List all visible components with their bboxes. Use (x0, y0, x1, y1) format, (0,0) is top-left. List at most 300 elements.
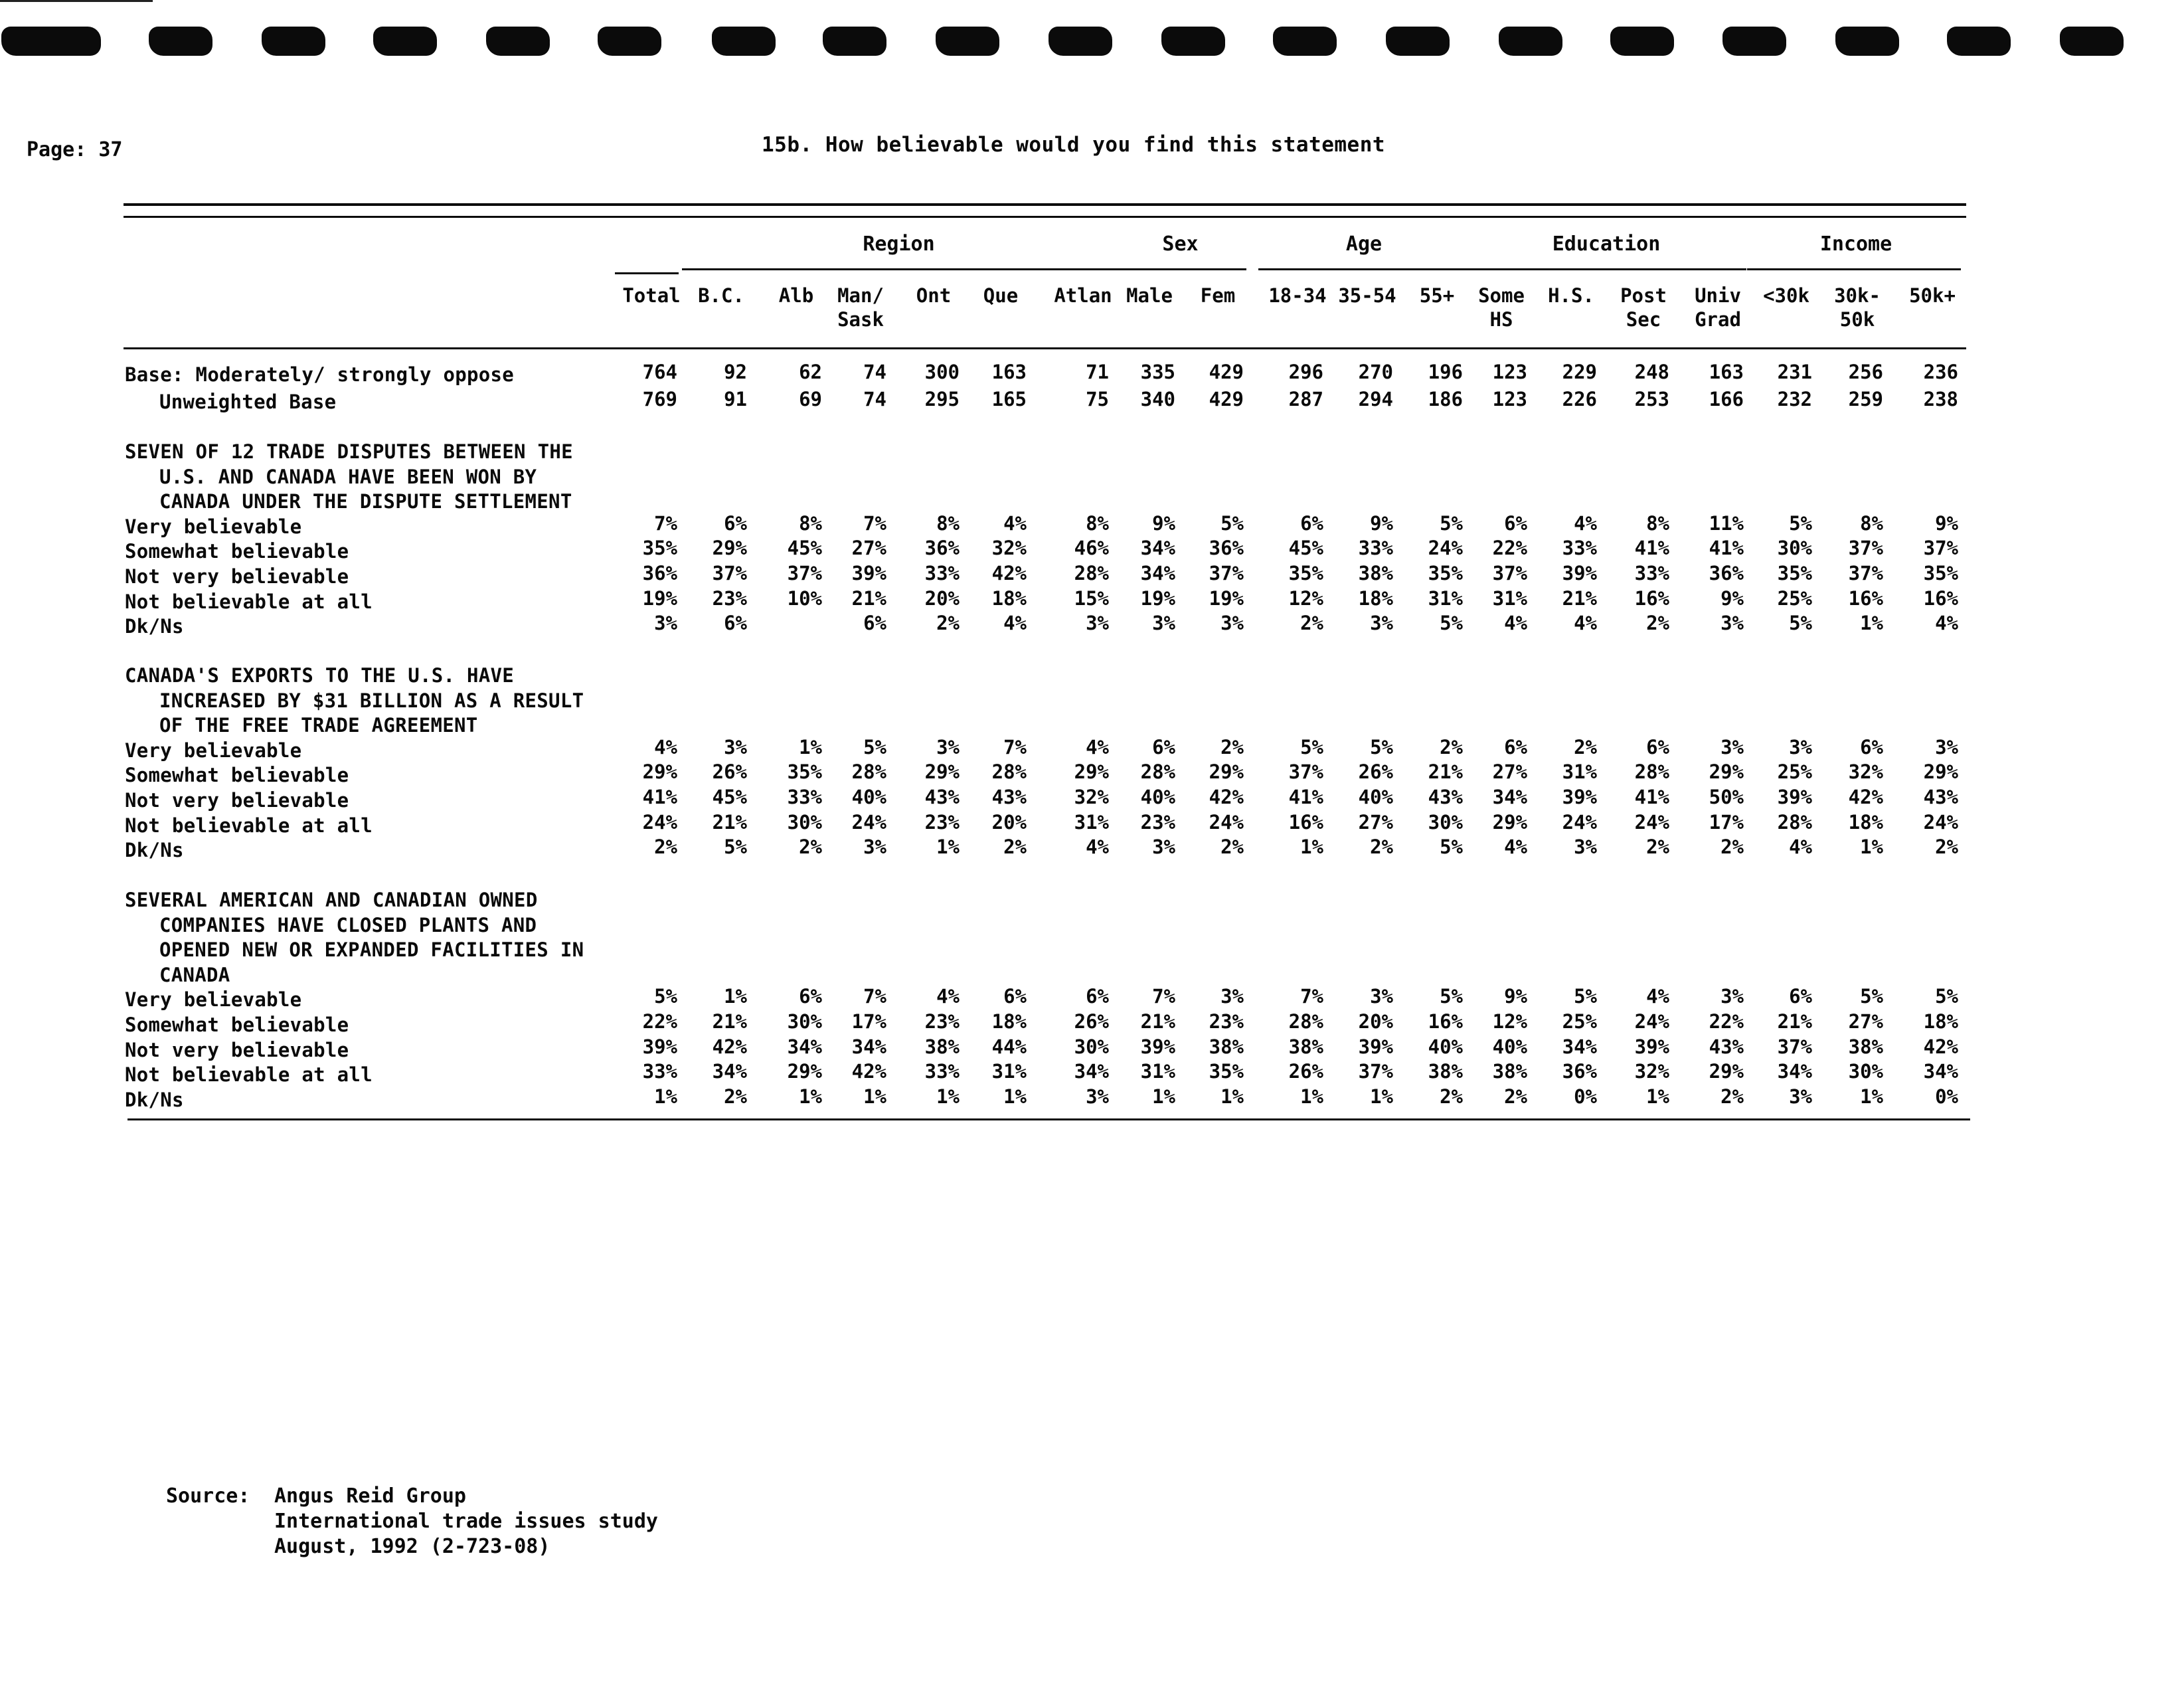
table-cell: 43% (991, 786, 1027, 808)
table-cell: 21% (1562, 586, 1597, 610)
table-cell: 7% (1152, 985, 1175, 1008)
table-cell: 37% (1848, 562, 1883, 584)
table-cell: 34% (851, 1035, 886, 1058)
table-cell: 6% (1300, 511, 1323, 535)
section-heading: CANADA (159, 963, 230, 986)
table-cell: 31% (1428, 586, 1463, 610)
table-cell: 91 (724, 388, 747, 410)
table-cell: 8% (799, 511, 822, 535)
table-cell: 764 (642, 361, 677, 383)
unweighted-base-label: Unweighted Base (159, 391, 337, 413)
row-label: Very believable (125, 739, 302, 762)
table-cell: 6% (863, 612, 886, 635)
feed-hole (598, 27, 661, 56)
table-cell: 1% (1300, 1085, 1323, 1108)
table-cell: 28% (1634, 760, 1669, 784)
table-cell: 21% (712, 1010, 747, 1033)
table-cell: 26% (712, 760, 747, 784)
table-cell: 5% (1440, 985, 1463, 1008)
table-cell: 22% (1709, 1010, 1744, 1033)
table-cell: 40% (851, 786, 886, 808)
table-cell: 28% (851, 760, 886, 784)
table-cell: 11% (1709, 511, 1744, 535)
table-cell: 39% (1140, 1035, 1175, 1058)
table-cell: 40% (1358, 786, 1393, 808)
table-cell: 45% (1288, 537, 1323, 560)
table-cell: 248 (1634, 361, 1669, 383)
table-cell: 33% (1634, 562, 1669, 584)
feed-hole (1386, 27, 1450, 56)
table-cell: 19% (642, 586, 677, 610)
table-cell: 429 (1209, 388, 1244, 410)
table-cell: 6% (1086, 985, 1109, 1008)
table-cell: 5% (1440, 612, 1463, 635)
table-cell: 6% (1003, 985, 1027, 1008)
column-header: Atlan (1054, 284, 1112, 307)
table-cell: 5% (724, 836, 747, 859)
feed-hole (1, 27, 101, 56)
table-cell: 3% (654, 612, 677, 635)
group-underline (1110, 268, 1246, 270)
row-label: Not believable at all (125, 814, 373, 837)
column-header: Male (1126, 284, 1173, 307)
table-cell: 25% (1777, 586, 1812, 610)
column-header: B.C. (698, 284, 744, 307)
table-cell: 38% (1848, 1035, 1883, 1058)
table-cell: 37% (712, 562, 747, 584)
table-cell: 39% (1562, 562, 1597, 584)
table-cell: 3% (1935, 735, 1958, 758)
section-heading: CANADA UNDER THE DISPUTE SETTLEMENT (159, 490, 572, 513)
group-header: Region (863, 232, 935, 256)
table-cell: 2% (1440, 735, 1463, 758)
table-cell: 2% (1300, 612, 1323, 635)
table-cell: 32% (1074, 786, 1109, 808)
table-cell: 24% (851, 810, 886, 834)
column-header: Univ Grad (1695, 284, 1741, 331)
source-label: Source: (166, 1484, 250, 1508)
table-cell: 33% (924, 562, 960, 584)
table-cell: 5% (863, 735, 886, 758)
row-label: Dk/Ns (125, 615, 184, 638)
table-cell: 30% (787, 810, 822, 834)
group-header: Age (1345, 232, 1383, 256)
table-cell: 4% (1086, 836, 1109, 859)
table-cell: 18% (991, 586, 1027, 610)
base-label: Base: Moderately/ strongly oppose (125, 363, 515, 386)
table-cell: 4% (1646, 985, 1669, 1008)
column-header: 50k+ (1909, 284, 1956, 307)
table-cell: 21% (1140, 1010, 1175, 1033)
table-cell: 44% (991, 1035, 1027, 1058)
table-cell: 4% (1003, 511, 1027, 535)
table-cell: 38% (1358, 562, 1393, 584)
table-cell: 1% (799, 1085, 822, 1108)
table-cell: 2% (1440, 1085, 1463, 1108)
column-header: Post Sec (1620, 284, 1667, 331)
table-cell: 7% (1003, 735, 1027, 758)
table-cell: 29% (712, 537, 747, 560)
table-cell: 39% (642, 1035, 677, 1058)
group-underline (1258, 268, 1466, 270)
table-cell: 33% (787, 786, 822, 808)
table-cell: 42% (991, 562, 1027, 584)
table-cell: 29% (1709, 1060, 1744, 1083)
table-cell: 21% (851, 586, 886, 610)
section-heading: INCREASED BY $31 BILLION AS A RESULT (159, 689, 584, 712)
row-label: Not very believable (125, 565, 349, 588)
table-cell: 16% (1634, 586, 1669, 610)
table-cell: 4% (1574, 511, 1597, 535)
section-heading: SEVERAL AMERICAN AND CANADIAN OWNED (125, 889, 538, 911)
feed-hole (1273, 27, 1337, 56)
table-cell: 123 (1492, 361, 1527, 383)
table-cell: 43% (924, 786, 960, 808)
table-cell: 36% (1709, 562, 1744, 584)
table-cell: 123 (1492, 388, 1527, 410)
table-cell: 74 (863, 388, 886, 410)
section-heading: CANADA'S EXPORTS TO THE U.S. HAVE (125, 664, 515, 687)
table-cell: 39% (851, 562, 886, 584)
table-cell: 9% (1504, 985, 1527, 1008)
table-cell: 3% (1086, 612, 1109, 635)
table-cell: 5% (654, 985, 677, 1008)
table-cell: 27% (851, 537, 886, 560)
table-cell: 8% (936, 511, 960, 535)
table-cell: 1% (1370, 1085, 1393, 1108)
table-cell: 38% (924, 1035, 960, 1058)
table-cell: 35% (1209, 1060, 1244, 1083)
table-cell: 30% (1074, 1035, 1109, 1058)
table-cell: 7% (654, 511, 677, 535)
table-cell: 16% (1848, 586, 1883, 610)
table-cell: 43% (1428, 786, 1463, 808)
table-cell: 6% (1504, 735, 1527, 758)
table-cell: 2% (724, 1085, 747, 1108)
table-cell: 31% (1140, 1060, 1175, 1083)
table-cell: 2% (1935, 836, 1958, 859)
feed-hole (712, 27, 776, 56)
table-cell: 1% (1300, 836, 1323, 859)
table-cell: 1% (1003, 1085, 1027, 1108)
table-cell: 3% (1721, 985, 1744, 1008)
table-cell: 3% (1220, 985, 1244, 1008)
row-label: Somewhat believable (125, 1014, 349, 1036)
feed-hole (1161, 27, 1225, 56)
table-cell: 22% (642, 1010, 677, 1033)
table-cell: 34% (1074, 1060, 1109, 1083)
table-cell: 2% (1574, 735, 1597, 758)
table-cell: 6% (799, 985, 822, 1008)
table-cell: 24% (1634, 1010, 1669, 1033)
table-cell: 38% (1428, 1060, 1463, 1083)
table-cell: 4% (654, 735, 677, 758)
table-cell: 19% (1209, 586, 1244, 610)
source-line: August, 1992 (2-723-08) (274, 1535, 550, 1558)
table-cell: 5% (1789, 612, 1812, 635)
table-cell: 23% (924, 810, 960, 834)
table-cell: 42% (1848, 786, 1883, 808)
row-label: Dk/Ns (125, 839, 184, 862)
table-cell: 295 (924, 388, 960, 410)
table-cell: 8% (1860, 511, 1883, 535)
table-cell: 23% (1209, 1010, 1244, 1033)
table-cell: 37% (1777, 1035, 1812, 1058)
table-cell: 300 (924, 361, 960, 383)
table-cell: 35% (1428, 562, 1463, 584)
table-cell: 5% (1220, 511, 1244, 535)
table-cell: 6% (1152, 735, 1175, 758)
header-bottom-rule (124, 347, 1966, 349)
table-cell: 253 (1634, 388, 1669, 410)
table-cell: 29% (1074, 760, 1109, 784)
table-cell: 12% (1492, 1010, 1527, 1033)
feed-hole (1722, 27, 1786, 56)
table-cell: 186 (1428, 388, 1463, 410)
table-cell: 18% (1358, 586, 1393, 610)
table-cell: 4% (1504, 836, 1527, 859)
feed-hole (1835, 27, 1899, 56)
table-cell: 50% (1709, 786, 1744, 808)
table-cell: 5% (1370, 735, 1393, 758)
table-cell: 33% (924, 1060, 960, 1083)
table-cell: 296 (1288, 361, 1323, 383)
table-cell: 38% (1209, 1035, 1244, 1058)
table-cell: 29% (1492, 810, 1527, 834)
table-cell: 3% (1789, 735, 1812, 758)
table-cell: 41% (1288, 786, 1323, 808)
table-cell: 31% (991, 1060, 1027, 1083)
table-cell: 28% (1140, 760, 1175, 784)
table-cell: 20% (924, 586, 960, 610)
table-cell: 37% (1848, 537, 1883, 560)
table-cell: 40% (1492, 1035, 1527, 1058)
table-cell: 31% (1074, 810, 1109, 834)
table-cell: 35% (642, 537, 677, 560)
table-cell: 32% (1634, 1060, 1669, 1083)
table-cell: 26% (1074, 1010, 1109, 1033)
table-cell: 23% (924, 1010, 960, 1033)
table-cell: 25% (1777, 760, 1812, 784)
table-cell: 45% (787, 537, 822, 560)
table-cell: 37% (1358, 1060, 1393, 1083)
table-cell: 21% (712, 810, 747, 834)
table-cell: 1% (1860, 612, 1883, 635)
table-cell: 231 (1777, 361, 1812, 383)
table-cell: 34% (1140, 562, 1175, 584)
table-cell: 5% (1789, 511, 1812, 535)
table-cell: 2% (654, 836, 677, 859)
table-cell: 232 (1777, 388, 1812, 410)
table-cell: 9% (1370, 511, 1393, 535)
column-header: Ont (916, 284, 952, 307)
table-cell: 33% (642, 1060, 677, 1083)
table-cell: 163 (1709, 361, 1744, 383)
table-cell: 236 (1923, 361, 1958, 383)
table-cell: 34% (712, 1060, 747, 1083)
table-cell: 429 (1209, 361, 1244, 383)
table-cell: 23% (712, 586, 747, 610)
row-label: Very believable (125, 988, 302, 1012)
column-header: H.S. (1548, 284, 1594, 307)
table-cell: 1% (654, 1085, 677, 1108)
column-header: 18-34 (1268, 284, 1327, 307)
table-cell: 1% (863, 1085, 886, 1108)
table-cell: 33% (1562, 537, 1597, 560)
table-cell: 2% (1003, 836, 1027, 859)
table-cell: 24% (1634, 810, 1669, 834)
table-cell: 24% (1923, 810, 1958, 834)
table-cell: 20% (991, 810, 1027, 834)
row-label: Somewhat believable (125, 540, 349, 563)
table-cell: 6% (1789, 985, 1812, 1008)
table-cell: 31% (1492, 586, 1527, 610)
table-cell: 259 (1848, 388, 1883, 410)
table-cell: 36% (1209, 537, 1244, 560)
table-cell: 27% (1358, 810, 1393, 834)
table-cell: 16% (1288, 810, 1323, 834)
table-cell: 22% (1492, 537, 1527, 560)
table-cell: 21% (1428, 760, 1463, 784)
table-cell: 2% (1504, 1085, 1527, 1108)
table-cell: 1% (936, 836, 960, 859)
table-cell: 19% (1140, 586, 1175, 610)
table-cell: 30% (1848, 1060, 1883, 1083)
feed-hole (262, 27, 325, 56)
table-cell: 39% (1777, 786, 1812, 808)
table-cell: 34% (1777, 1060, 1812, 1083)
feed-hole (1049, 27, 1112, 56)
table-cell: 270 (1358, 361, 1393, 383)
table-cell: 37% (1923, 537, 1958, 560)
table-cell: 4% (1504, 612, 1527, 635)
table-cell: 39% (1358, 1035, 1393, 1058)
feed-hole (2060, 27, 2124, 56)
table-cell: 2% (1646, 612, 1669, 635)
source-line: International trade issues study (274, 1510, 658, 1533)
table-cell: 335 (1140, 361, 1175, 383)
top-rule-2 (124, 216, 1966, 218)
table-cell: 29% (1923, 760, 1958, 784)
section-heading: OPENED NEW OR EXPANDED FACILITIES IN (159, 938, 584, 962)
table-cell: 25% (1562, 1010, 1597, 1033)
source-text (274, 1484, 658, 1559)
table-cell: 2% (1220, 735, 1244, 758)
table-cell: 24% (1209, 810, 1244, 834)
feed-hole (936, 27, 999, 56)
table-cell: 43% (1709, 1035, 1744, 1058)
table-cell: 6% (1646, 735, 1669, 758)
table-cell: 17% (851, 1010, 886, 1033)
table-cell: 1% (799, 735, 822, 758)
column-header: Que (983, 284, 1019, 307)
group-underline (1462, 268, 1746, 270)
table-cell: 39% (1562, 786, 1597, 808)
row-label: Not believable at all (125, 590, 373, 613)
table-cell: 18% (991, 1010, 1027, 1033)
table-cell: 1% (1220, 1085, 1244, 1108)
table-cell: 3% (1152, 612, 1175, 635)
row-label: Not very believable (125, 1038, 349, 1061)
table-cell: 256 (1848, 361, 1883, 383)
table-cell: 30% (1777, 537, 1812, 560)
feed-hole (1610, 27, 1674, 56)
table-cell: 26% (1288, 1060, 1323, 1083)
table-cell: 3% (1370, 985, 1393, 1008)
table-cell: 5% (1300, 735, 1323, 758)
table-cell: 34% (1562, 1035, 1597, 1058)
table-cell: 769 (642, 388, 677, 410)
table-cell: 2% (1220, 836, 1244, 859)
table-cell: 38% (1288, 1035, 1323, 1058)
table-cell: 3% (1220, 612, 1244, 635)
table-cell: 75 (1086, 388, 1109, 410)
table-cell: 23% (1140, 810, 1175, 834)
table-cell: 229 (1562, 361, 1597, 383)
table-cell: 3% (936, 735, 960, 758)
table-cell: 28% (1074, 562, 1109, 584)
table-cell: 16% (1428, 1010, 1463, 1033)
top-rule-1 (124, 203, 1966, 206)
table-cell: 5% (1935, 985, 1958, 1008)
table-cell: 3% (1574, 836, 1597, 859)
table-cell: 24% (1428, 537, 1463, 560)
feed-hole (823, 27, 886, 56)
table-cell: 8% (1646, 511, 1669, 535)
table-cell: 294 (1358, 388, 1393, 410)
table-cell: 34% (1492, 786, 1527, 808)
feed-hole (486, 27, 550, 56)
table-cell: 29% (1209, 760, 1244, 784)
table-cell: 3% (1152, 836, 1175, 859)
table-cell: 41% (1709, 537, 1744, 560)
table-cell: 7% (863, 985, 886, 1008)
table-cell: 28% (991, 760, 1027, 784)
table-cell: 62 (799, 361, 822, 383)
table-cell: 27% (1492, 760, 1527, 784)
table-cell: 18% (1923, 1010, 1958, 1033)
column-header: Some HS (1478, 284, 1525, 331)
column-header: 30k- 50k (1834, 284, 1881, 331)
table-cell: 5% (1574, 985, 1597, 1008)
source-line: Angus Reid Group (274, 1484, 466, 1508)
row-label: Very believable (125, 515, 302, 538)
table-cell: 24% (1562, 810, 1597, 834)
section-heading: COMPANIES HAVE CLOSED PLANTS AND (159, 913, 537, 936)
group-header: Education (1552, 232, 1661, 256)
table-cell: 9% (1721, 586, 1744, 610)
page-title: 15b. How believable would you find this statement (762, 133, 1386, 157)
table-cell: 15% (1074, 586, 1109, 610)
column-header: Alb (778, 284, 814, 307)
table-cell: 28% (1288, 1010, 1323, 1033)
table-cell: 36% (924, 537, 960, 560)
table-cell: 4% (1003, 612, 1027, 635)
group-underline (682, 268, 1112, 270)
table-cell: 45% (712, 786, 747, 808)
table-cell: 3% (1086, 1085, 1109, 1108)
group-header: Sex (1162, 232, 1199, 256)
table-cell: 6% (724, 511, 747, 535)
scan-edge-line (0, 0, 153, 2)
page-number: Page: 37 (27, 138, 123, 161)
column-header: Fem (1200, 284, 1236, 307)
table-cell: 196 (1428, 361, 1463, 383)
table-cell: 30% (787, 1010, 822, 1033)
table-cell: 31% (1562, 760, 1597, 784)
table-cell: 3% (1789, 1085, 1812, 1108)
table-cell: 4% (1935, 612, 1958, 635)
